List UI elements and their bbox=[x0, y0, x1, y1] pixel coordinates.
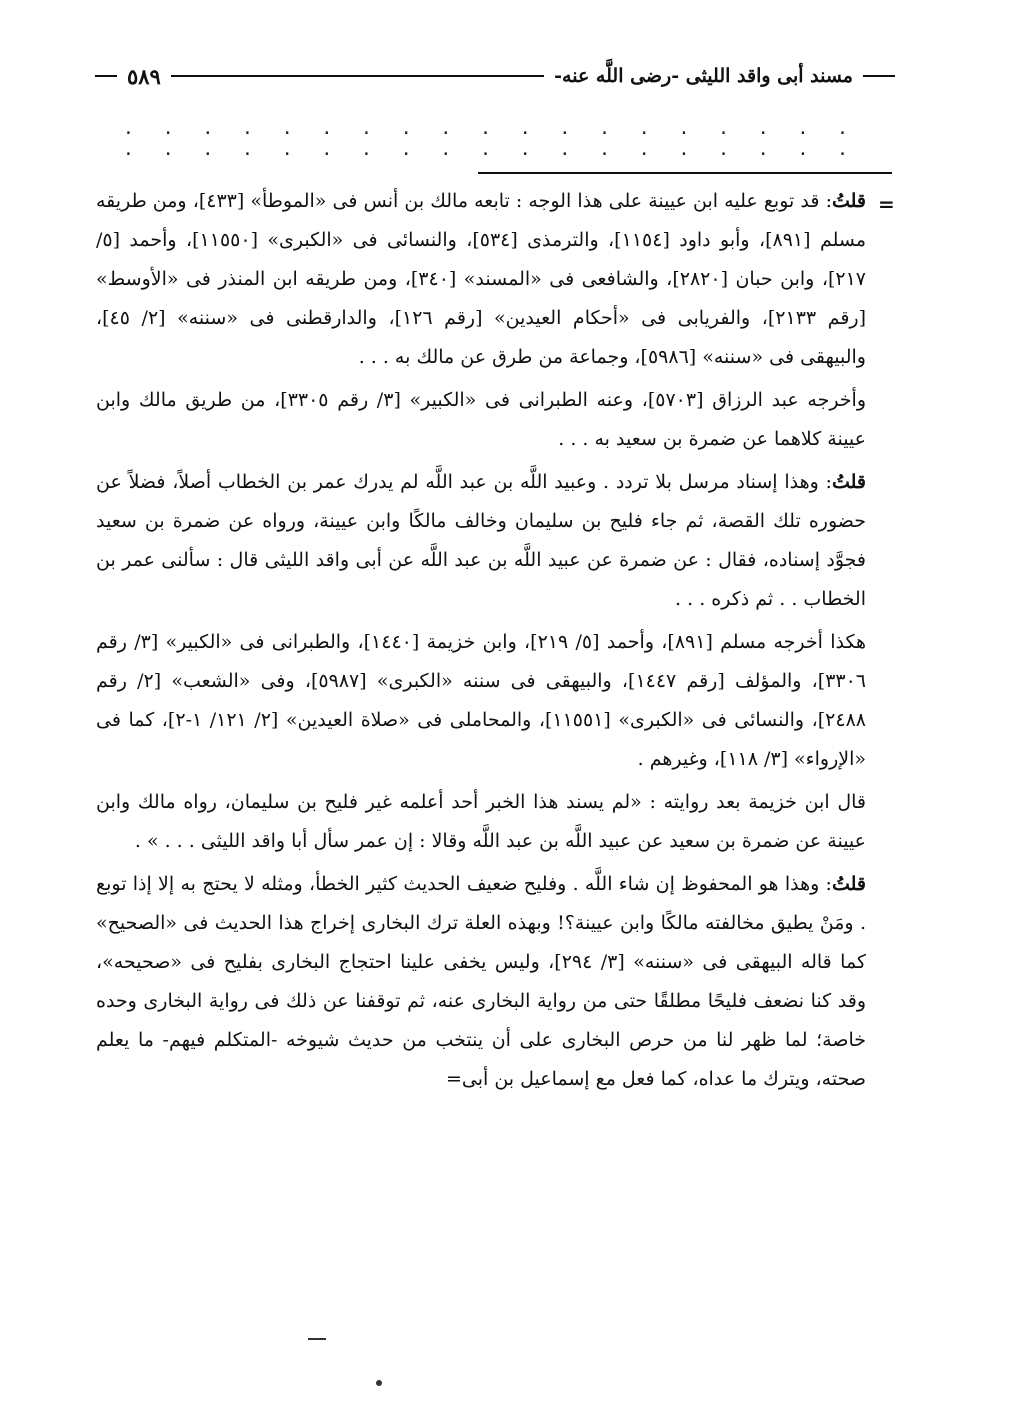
footnote-body bbox=[96, 182, 866, 1103]
separator-dots: . . . . . . . . . . . . . . . . . . . . . . . . . . . . . . . . . . . . . . bbox=[123, 118, 857, 160]
footnote-rule bbox=[478, 172, 892, 174]
bottom-dot-mark bbox=[376, 1380, 382, 1386]
header-dash-left bbox=[95, 75, 117, 77]
continuation-mark: = bbox=[878, 192, 895, 216]
paragraph-text: : قد توبع عليه ابن عيينة على هذا الوجه : تابعه مالك بن أنس فى «الموطأ» [٤٣٣]، ومن طريقه مسلم [٨٩١]، وأبو داود [١١٥٤]، والترمذى [٥٣٤]، والنسائى فى «الكبرى» [١١٥٥٠]، وأحمد [٥/ ٢١٧]، وابن حبان [٢٨٢٠]، والشافعى فى «المسند» [٣٤٠]، ومن طريقه ابن المنذر فى «الأوسط» [رقم ٢١٣٣]، والفريابى فى «أحكام العيدين» [رقم ١٢٦]، والدارقطنى فى «سننه» [٢/ ٤٥]، والبيهقى فى «سننه» [٥٩٨٦]، وجماعة من طرق عن مالك به . . . bbox=[96, 190, 867, 368]
bottom-dash-mark bbox=[308, 1338, 326, 1340]
paragraph-text: : وهذا إسناد مرسل بلا تردد . وعبيد اللَّه بن عبد اللَّه لم يدرك عمر بن الخطاب أصلاً، فضلاً عن حضوره تلك القصة، ثم جاء فليح بن سليمان وخالف مالكًا وابن عيينة، ورواه عن ضمرة بن سعيد فجوَّد إسناده، فقال : عن ضمرة عن عبيد اللَّه بن عبد اللَّه عن أبى واقد الليثى قال : سألنى عمر بن الخطاب . . ثم ذكره . . . bbox=[96, 471, 867, 610]
paragraph bbox=[96, 623, 866, 779]
paragraph-text: هكذا أخرجه مسلم [٨٩١]، وأحمد [٥/ ٢١٩]، وابن خزيمة [١٤٤٠]، والطبرانى فى «الكبير» [٣/ رقم ٣٣٠٦]، والمؤلف [رقم ١٤٤٧]، والبيهقى فى سننه «الكبرى» [٥٩٨٧]، وفى «الشعب» [٢/ رقم ٢٤٨٨]، والنسائى فى «الكبرى» [١١٥٥١]، والمحاملى فى «صلاة العيدين» [٢/ ١٢١/ ١-٢]، كما فى «الإرواء» [٣/ ١١٨]، وغيرهم . bbox=[96, 631, 867, 770]
paragraph-text: وأخرجه عبد الرزاق [٥٧٠٣]، وعنه الطبرانى فى «الكبير» [٣/ رقم ٣٣٠٥]، من طريق مالك وابن عيينة كلاهما عن ضمرة بن سعيد به . . . bbox=[96, 389, 866, 450]
header-dash-right bbox=[863, 75, 895, 77]
page-number: ٥٨٩ bbox=[127, 63, 161, 89]
paragraph-keyword: قلتُ bbox=[831, 873, 866, 895]
paragraph bbox=[96, 865, 866, 1099]
paragraph-keyword: قلتُ bbox=[831, 471, 866, 493]
paragraph-text: قال ابن خزيمة بعد روايته : «لم يسند هذا الخبر أحد أعلمه غير فليح بن سليمان، رواه مالك وابن عيينة عن ضمرة بن سعيد عن عبيد اللَّه بن عبد اللَّه وقالا : إن عمر سأل أبا واقد الليثى . . . » . bbox=[96, 791, 866, 852]
paragraph-keyword: قلتُ bbox=[831, 190, 866, 212]
paragraph bbox=[96, 381, 866, 459]
paragraph bbox=[96, 463, 866, 619]
header-title: مسند أبى واقد الليثى -رضى اللَّه عنه- bbox=[554, 65, 853, 87]
header-rule bbox=[171, 75, 544, 77]
paragraph bbox=[96, 783, 866, 861]
paragraph-text: : وهذا هو المحفوظ إن شاء اللَّه . وفليح ضعيف الحديث كثير الخطأ، ومثله لا يحتج به إلا إذا توبع . ومَنْ يطيق مخالفته مالكًا وابن عيينة؟! وبهذه العلة ترك البخارى إخراج هذا الحديث فى «الصحيح» كما قاله البيهقى فى «سننه» [٣/ ٢٩٤]، وليس يخفى علينا احتجاج البخارى بفليح فى «صحيحه»، وقد كنا نضعف فليحًا مطلقًا حتى من رواية البخارى عنه، ثم توقفنا عن ذلك فى رواية البخارى وحده خاصة؛ لما ظهر لنا من حرص البخارى على أن ينتخب من حديث شيوخه -المتكلم فيهم- ما يعلم صحته، ويترك ما عداه، كما فعل مع إسماعيل بن أبى= bbox=[96, 873, 866, 1090]
running-header bbox=[95, 58, 895, 94]
paragraph bbox=[96, 182, 866, 377]
